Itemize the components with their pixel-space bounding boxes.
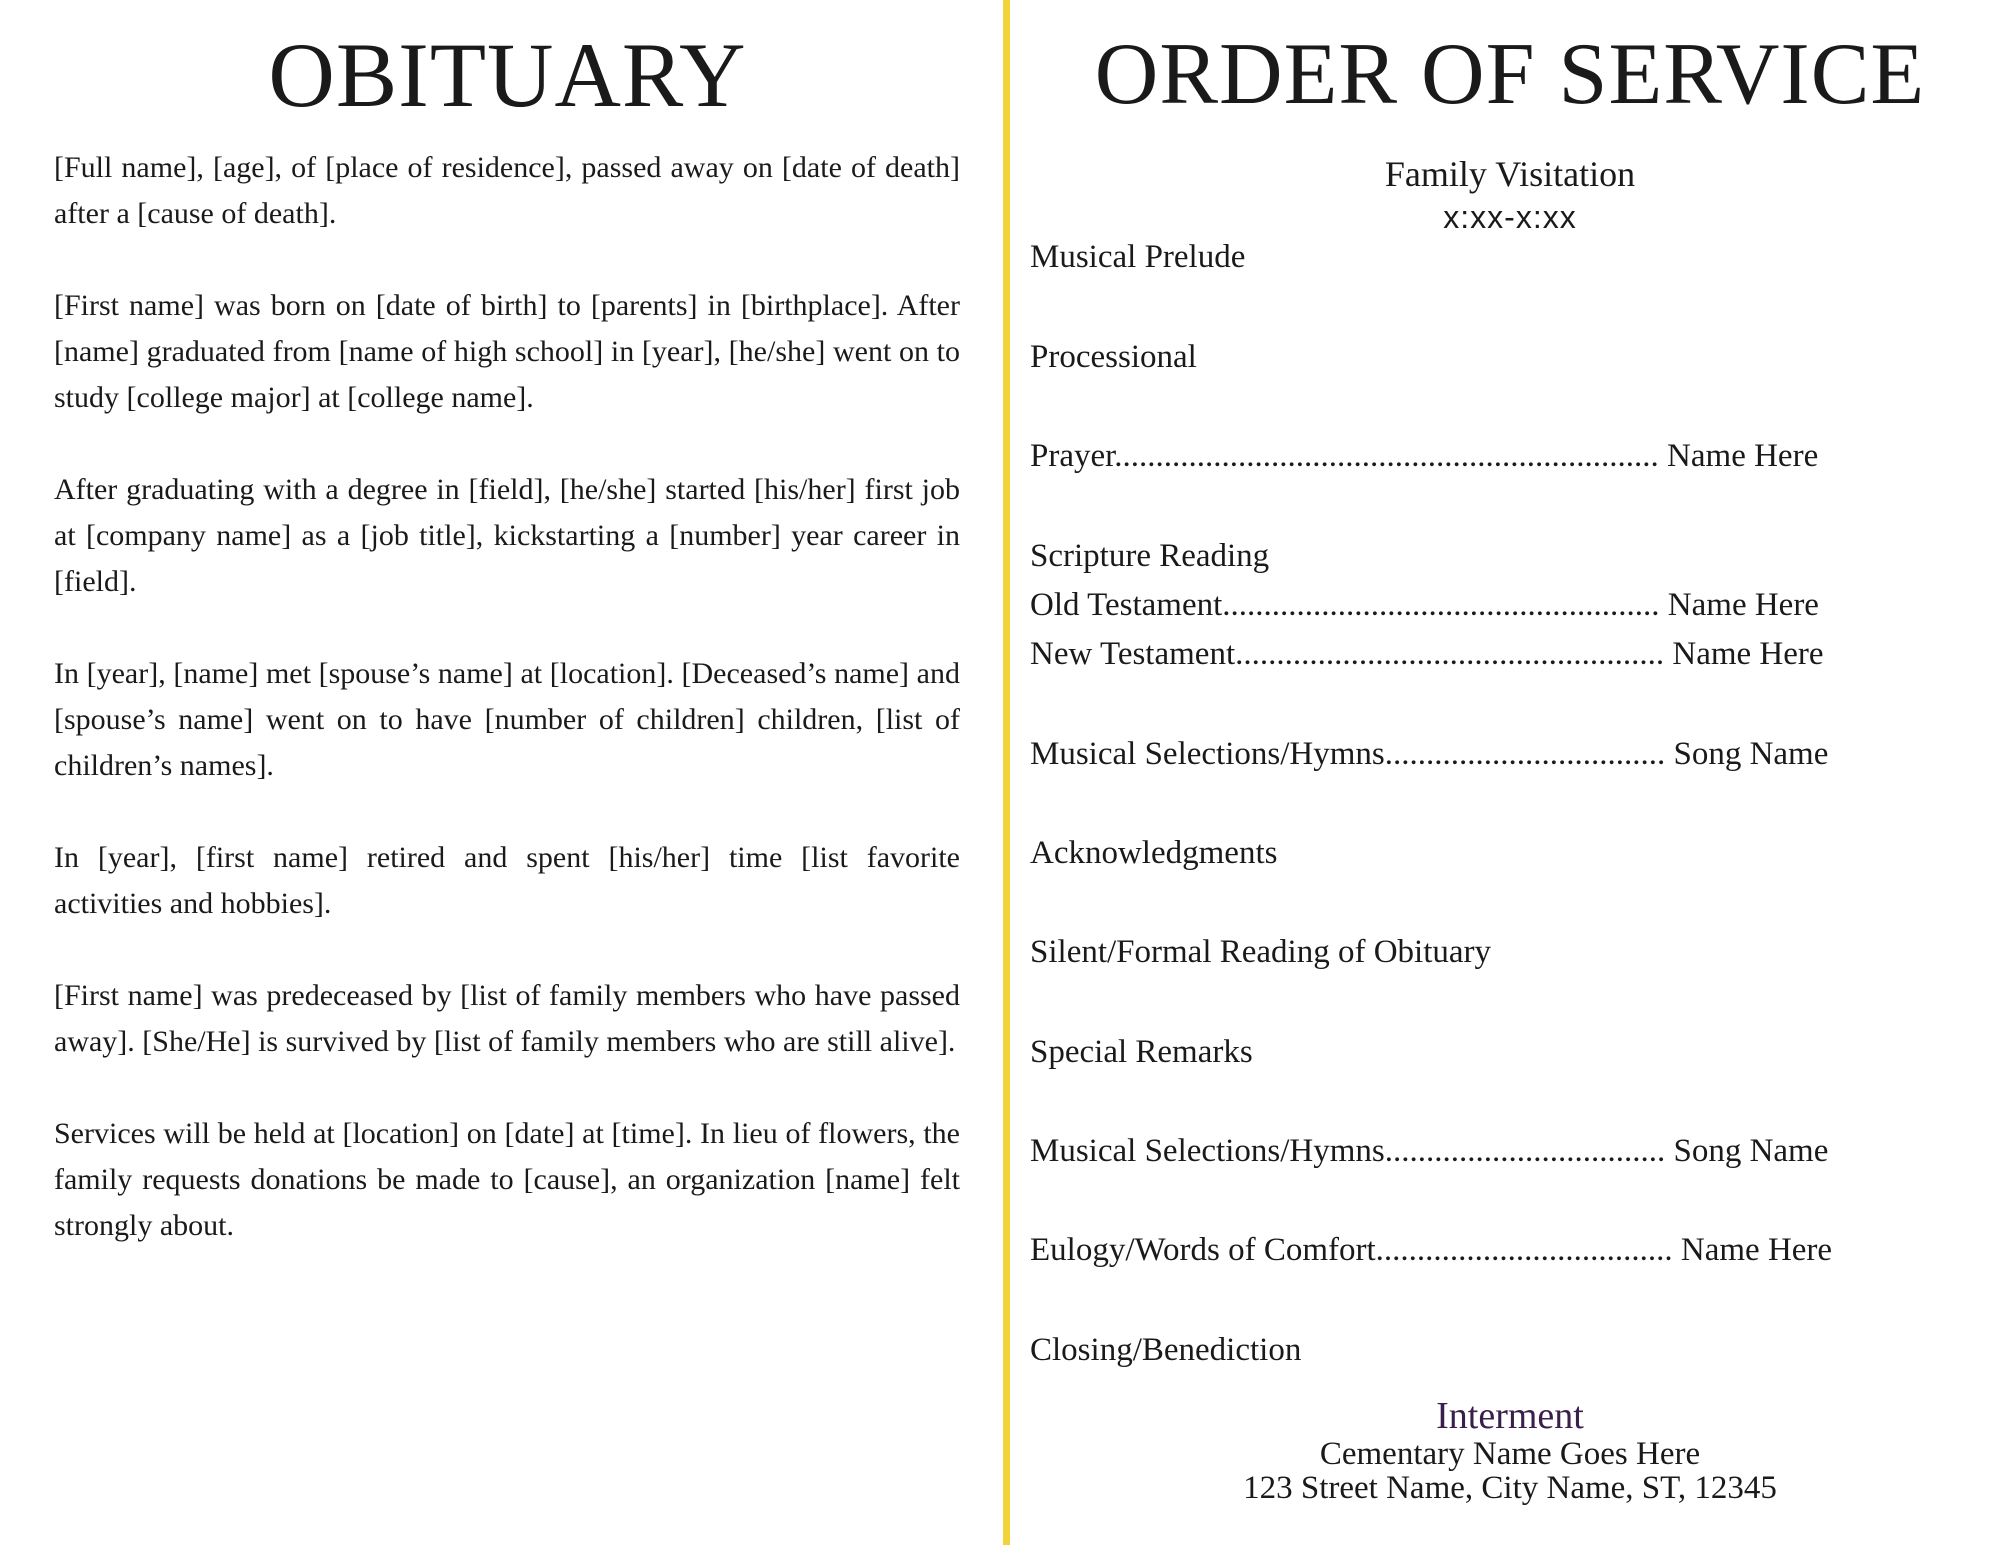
- program-item: Acknowledgments: [1030, 835, 1278, 871]
- program-item: Closing/Benediction: [1030, 1332, 1302, 1368]
- obituary-paragraph: In [year], [first name] retired and spent [his/her] time [list favorite activities and hobbies].: [54, 841, 960, 920]
- obituary-paragraph: Services will be held at [location] on [date] at [time]. In lieu of flowers, the family requests donations be made to [cause], an organization [name] felt strongly about.: [54, 1117, 960, 1242]
- cemetery-address: 123 Street Name, City Name, ST, 12345: [1243, 1470, 1777, 1506]
- program-item: New Testament.................................................... Name Here: [1030, 636, 1824, 672]
- interment-title: Interment: [1436, 1395, 1584, 1437]
- program-item: Prayer.................................................................. Name Here: [1030, 438, 1819, 474]
- interment-section: [1030, 1395, 1990, 1505]
- column-divider: [1003, 0, 1010, 1545]
- family-visitation: [1030, 150, 1990, 236]
- program-item: Old Testament..................................................... Name Here: [1030, 587, 1819, 623]
- visitation-title: Family Visitation: [1384, 154, 1636, 194]
- program-item: Special Remarks: [1030, 1034, 1253, 1070]
- obituary-paragraph: [Full name], [age], of [place of residence], passed away on [date of death] after a [cause of death].: [54, 151, 960, 230]
- obituary-paragraph: After graduating with a degree in [field], [he/she] started [his/her] first job at [company name] as a [job title], kickstarting a [number] year career in [field].: [54, 473, 960, 598]
- obituary-paragraph: [First name] was predeceased by [list of family members who have passed away]. [She/He] is survived by [list of family members who are still alive].: [54, 979, 960, 1058]
- obituary-paragraph: [First name] was born on [date of birth] to [parents] in [birthplace]. After [name] graduated from [name of high school] in [year], [he/she] went on to study [college major] at [college name].: [54, 289, 960, 414]
- program-item: Musical Selections/Hymns.................................. Song Name: [1030, 736, 1829, 772]
- order-of-service-title: ORDER OF SERVICE: [1094, 26, 1926, 123]
- obituary-body: [54, 145, 960, 1295]
- program-item: Musical Prelude: [1030, 239, 1246, 275]
- program-item: Musical Selections/Hymns.................................. Song Name: [1030, 1133, 1829, 1169]
- visitation-time: x:xx-x:xx: [1443, 199, 1577, 235]
- program-item: Silent/Formal Reading of Obituary: [1030, 934, 1492, 970]
- obituary-paragraph: In [year], [name] met [spouse’s name] at [location]. [Deceased’s name] and [spouse’s name] went on to have [number of children] children, [list of children’s names].: [54, 657, 960, 782]
- cemetery-name: Cementary Name Goes Here: [1319, 1436, 1701, 1472]
- program-item: Processional: [1030, 339, 1197, 375]
- program-item: Scripture Reading: [1030, 538, 1270, 574]
- obituary-title: OBITUARY: [268, 24, 747, 126]
- program-item: Eulogy/Words of Comfort.................................... Name Here: [1030, 1232, 1833, 1268]
